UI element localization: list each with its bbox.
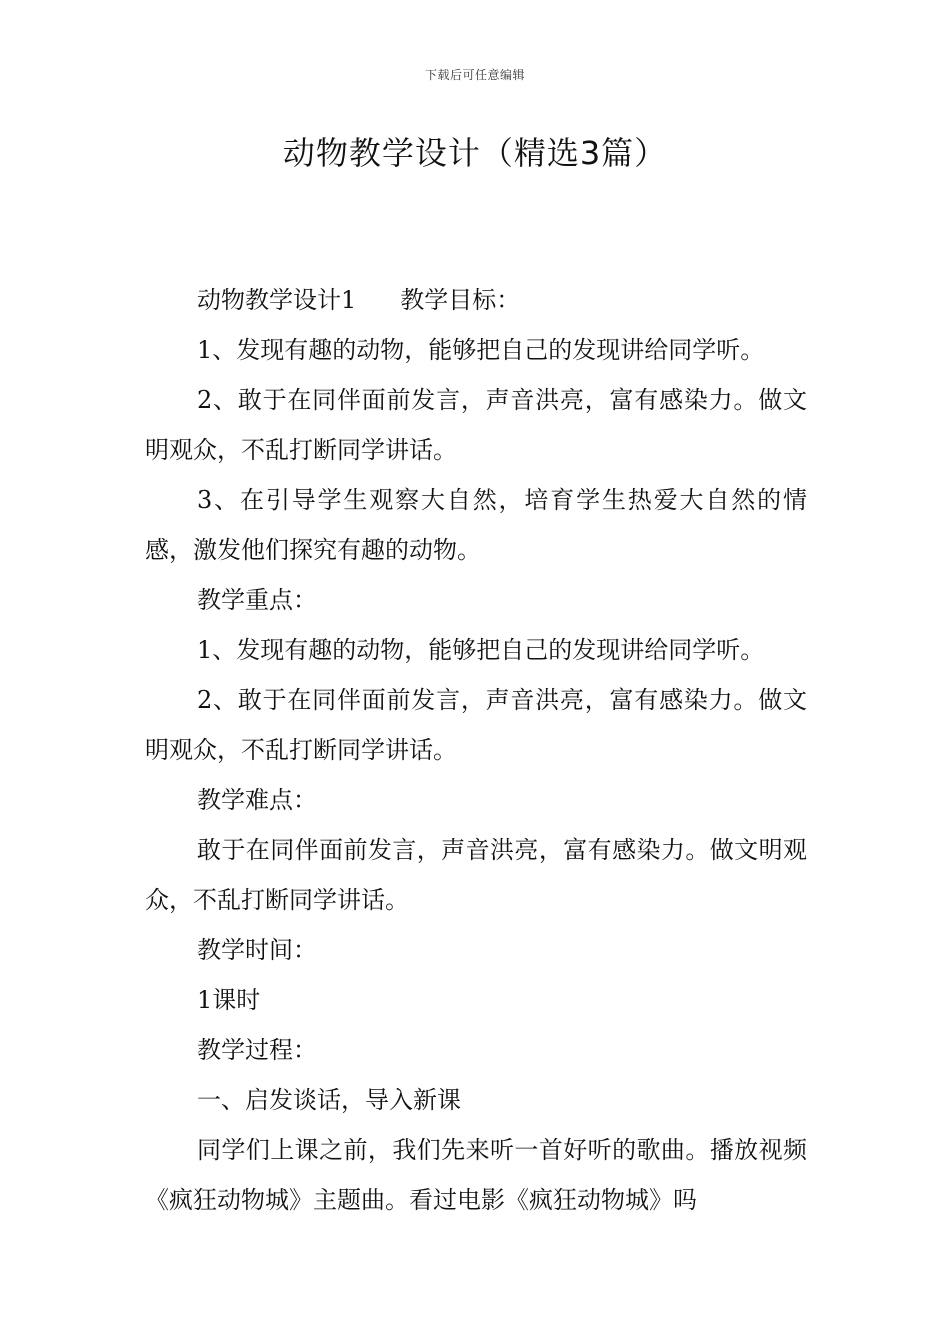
section-heading: 教学难点：	[197, 786, 317, 814]
paragraph: 2、敢于在同伴面前发言，声音洪亮，富有感染力。做文明观众，不乱打断同学讲话。	[145, 386, 807, 464]
objectives-label: 教学目标：	[400, 286, 521, 314]
paragraph: 同学们上课之前，我们先来听一首好听的歌曲。播放视频《疯狂动物城》主题曲。看过电影《疯狂动物城》吗	[145, 1136, 807, 1214]
section-heading: 教学时间：	[197, 936, 317, 964]
document-body	[145, 275, 807, 1225]
section-heading: 一、启发谈话，导入新课	[197, 1086, 461, 1114]
paragraph: 2、敢于在同伴面前发言，声音洪亮，富有感染力。做文明观众，不乱打断同学讲话。	[145, 686, 807, 764]
document-title: 动物教学设计（精选3篇）	[282, 134, 668, 172]
paragraph: 1、发现有趣的动物，能够把自己的发现讲给同学听。	[197, 336, 765, 364]
paragraph: 1课时	[197, 986, 261, 1014]
paragraph: 敢于在同伴面前发言，声音洪亮，富有感染力。做文明观众，不乱打断同学讲话。	[145, 836, 807, 914]
paragraph: 1、发现有趣的动物，能够把自己的发现讲给同学听。	[197, 636, 765, 664]
section-heading: 教学过程：	[197, 1036, 317, 1064]
section-intro-line	[145, 275, 807, 325]
header-note: 下载后可任意编辑	[424, 68, 525, 82]
section-subtitle: 动物教学设计1	[197, 286, 357, 314]
section-heading: 教学重点：	[197, 586, 317, 614]
paragraph: 3、在引导学生观察大自然，培育学生热爱大自然的情感，激发他们探究有趣的动物。	[145, 486, 807, 564]
